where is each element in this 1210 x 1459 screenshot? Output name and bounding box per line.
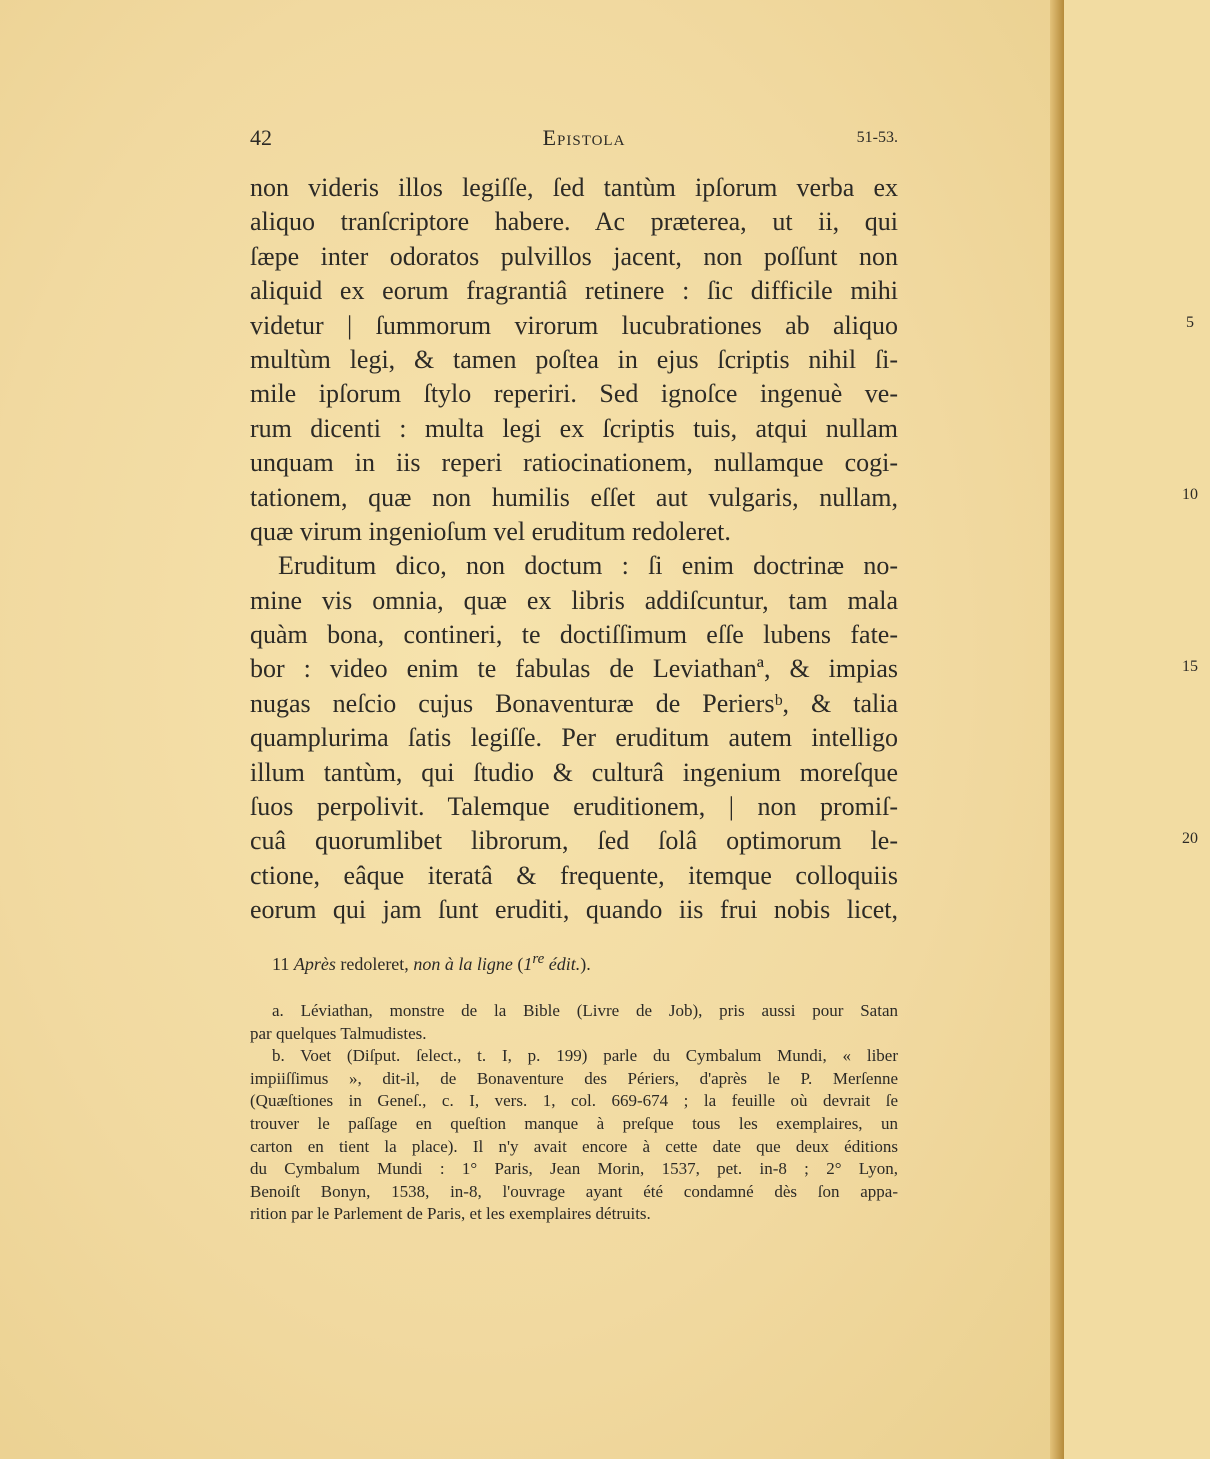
text-line: ſuos perpolivit. Talemque eruditionem, | non promiſ- (250, 792, 898, 822)
variant-line-number: 11 (272, 954, 290, 974)
line-number: 20 (1182, 830, 1198, 847)
text-line: quàm bona, contineri, te doctiſſimum eſſe lubens fate- (250, 620, 898, 650)
text-line: mile ipſorum ſtylo reperiri. Sed ignoſce ingenuè ve- (250, 379, 898, 409)
text-line: mine vis omnia, quæ ex libris addiſcuntur, tam mala (250, 585, 898, 615)
text-line: unquam in iis reperi ratiocinationem, nullamque cogi- (250, 448, 898, 478)
section-range: 51-53. (856, 129, 898, 146)
variant-edition-sup: re (532, 951, 545, 967)
page-header (250, 125, 898, 157)
footnote-line: rition par le Parlement de Paris, et les exemplaires détruits. (250, 1204, 651, 1224)
text-line: videtur | ſummorum virorum lucubrationes ab aliquo (250, 310, 898, 340)
text-line: aliquo tranſcriptore habere. Ac præterea, ut ii, qui (250, 207, 898, 237)
variant-note (272, 951, 892, 975)
footnote-line: par quelques Talmudistes. (250, 1023, 427, 1043)
text-line: illum tantùm, qui ſtudio & culturâ ingenium moreſque (250, 757, 898, 787)
text-line: quamplurima ſatis legiſſe. Per eruditum autem intelligo (250, 723, 898, 753)
line-number: 10 (1182, 486, 1198, 503)
text-line: Eruditum dico, non doctum : ſi enim doctrinæ no- (278, 551, 898, 581)
text-line: aliquid ex eorum fragrantiâ retinere : ſic difficile mihi (250, 276, 898, 306)
footnote-line: impiiſſimus », dit-il, de Bonaventure des Périers, d'après le P. Merſenne (250, 1068, 898, 1088)
page-number: 42 (250, 125, 272, 150)
footnote-line: du Cymbalum Mundi : 1° Paris, Jean Morin, 1537, pet. in-8 ; 2° Lyon, (250, 1159, 898, 1179)
footnote-line: (Quæſtiones in Geneſ., c. I, vers. 1, col. 669-674 ; la feuille où devrait ſe (250, 1091, 898, 1111)
running-title: Epistola (542, 125, 626, 150)
text-line: rum dicenti : multa legi ex ſcriptis tuis, atqui nullam (250, 413, 898, 443)
variant-apres: Après (293, 954, 336, 974)
variant-word: redoleret, (340, 954, 409, 974)
footnote-line: trouver le paſſage en queſtion manque à preſque tous les exemplaires, un (250, 1113, 898, 1133)
text-line: non videris illos legiſſe, ſed tantùm ipſorum verba ex (250, 173, 898, 202)
text-line: tationem, quæ non humilis eſſet aut vulgaris, nullam, (250, 482, 898, 512)
page-edge (1050, 0, 1064, 1459)
text-line: eorum qui jam ſunt eruditi, quando iis frui nobis licet, (250, 895, 898, 925)
text-line: multùm legi, & tamen poſtea in ejus ſcriptis nihil ſi- (250, 344, 898, 374)
line-number: 5 (1186, 314, 1194, 331)
text-line: quæ virum ingenioſum vel eruditum redoleret. (250, 516, 731, 546)
line-number: 15 (1182, 658, 1198, 675)
text-line: bor : video enim te fabulas de Leviathanª, & impias (250, 654, 898, 684)
variant-rest: non à la ligne (413, 954, 513, 974)
variant-edition-open: ( (517, 954, 524, 974)
footnote-line: a. Léviathan, monstre de la Bible (Livre de Job), pris aussi pour Satan (272, 1001, 898, 1020)
text-line: nugas neſcio cujus Bonaventuræ de Periersᵇ, & talia (250, 688, 898, 718)
footnote-line: Benoiſt Bonyn, 1538, in-8, l'ouvrage ayant été condamné dès ſon appa- (250, 1181, 898, 1201)
footnote-line: b. Voet (Diſput. ſelect., t. I, p. 199) parle du Cymbalum Mundi, « liber (272, 1046, 898, 1066)
footnote-line: carton en tient la place). Il n'y avait encore à cette date que deux éditions (250, 1136, 898, 1156)
footnotes (250, 1000, 898, 1226)
text-line: ſæpe inter odoratos pulvillos jacent, non poſſunt non (250, 241, 898, 271)
text-line: ctione, eâque iteratâ & frequente, itemque colloquiis (250, 860, 898, 890)
latin-text (250, 171, 1198, 928)
variant-edition-num: 1 (523, 954, 533, 974)
variant-edition-close: ). (580, 954, 591, 974)
variant-edition-rest: édit. (544, 954, 581, 974)
text-line: cuâ quorumlibet librorum, ſed ſolâ optimorum le- (250, 826, 898, 856)
